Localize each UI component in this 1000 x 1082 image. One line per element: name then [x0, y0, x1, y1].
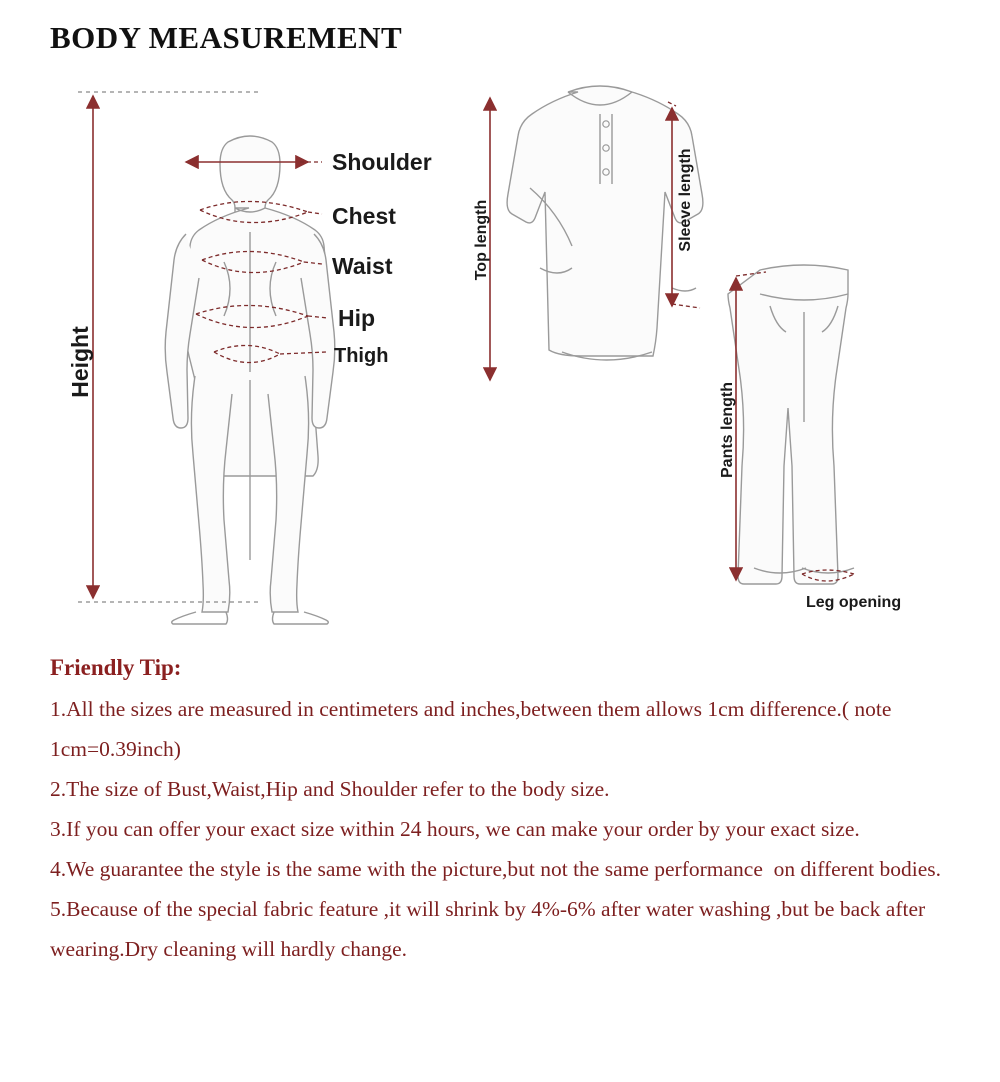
label-leg-opening: Leg opening [806, 594, 902, 611]
top-length-measure [473, 98, 490, 380]
mannequin-figure [165, 136, 335, 624]
tip-line-2: 2.The size of Bust,Waist,Hip and Shoulder refer to the body size. [50, 777, 610, 801]
label-waist: Waist [332, 253, 393, 279]
tip-line-5: 5.Because of the special fabric feature ,it will shrink by 4%-6% after water washing ,but be back after wearing.Dry cleaning will hardly change. [50, 897, 931, 961]
label-pants-length: Pants length [719, 381, 736, 479]
label-chest: Chest [332, 203, 396, 229]
label-sleeve-length: Sleeve length [677, 148, 694, 252]
tip-line-3: 3.If you can offer your exact size within 24 hours, we can make your order by your exact size. [50, 817, 860, 841]
label-top-length: Top length [473, 199, 490, 281]
tip-line-1: 1.All the sizes are measured in centimeters and inches,between them allows 1cm difference.( note 1cm=0.39inch) [50, 697, 897, 761]
pants-garment [728, 265, 854, 584]
label-shoulder: Shoulder [332, 149, 432, 175]
label-thigh: Thigh [334, 345, 389, 367]
tip-line-4: 4.We guarantee the style is the same with the picture,but not the same performance on different bodies. [50, 857, 942, 881]
page-title: BODY MEASUREMENT [50, 20, 403, 55]
label-hip: Hip [338, 305, 376, 331]
measurement-diagram [0, 62, 1000, 632]
friendly-tip-title: Friendly Tip: [50, 655, 182, 680]
label-height: Height [67, 326, 93, 398]
friendly-tip-block [50, 655, 968, 969]
top-garment [507, 86, 703, 360]
